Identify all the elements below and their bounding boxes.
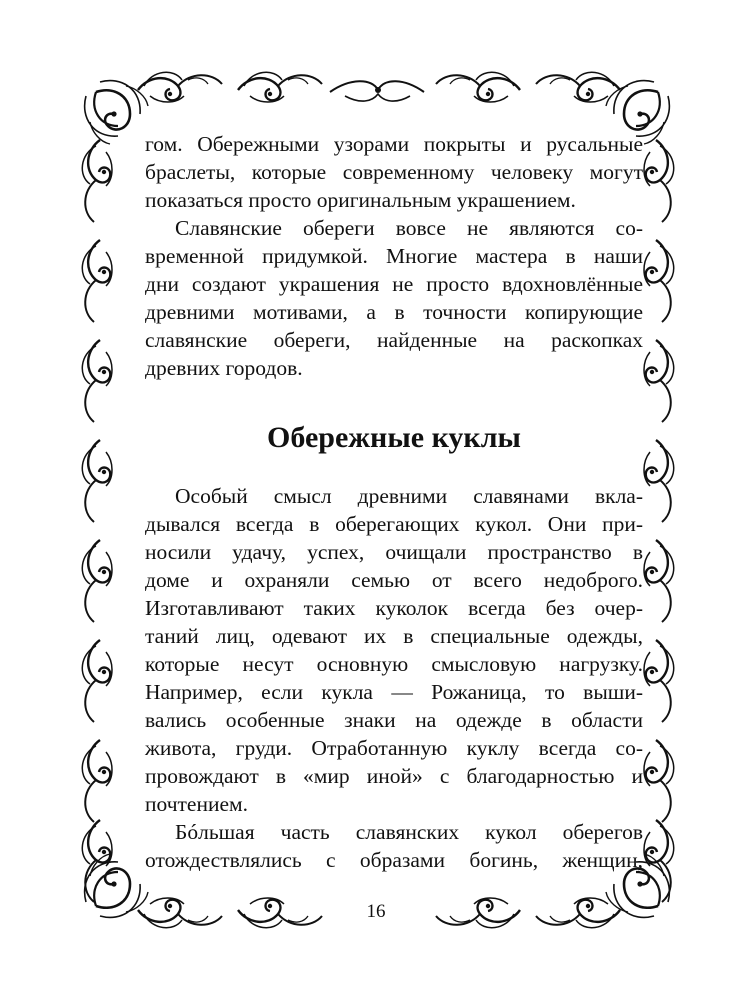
left-border-ornament: [82, 140, 112, 902]
text-line: Изготавливают таких куколок всегда без очер-: [145, 596, 643, 620]
text-line: почтением.: [145, 792, 248, 816]
text-line: Особый смысл древними славянами вкла-: [175, 484, 643, 508]
text-line: живота, груди. Отработанную куклу всегда со-: [145, 736, 643, 760]
text-line: вались особенные знаки на одежде в области: [145, 708, 643, 732]
text-line: древними мотивами, а в точности копирующие: [145, 300, 643, 324]
text-line: Например, если кукла — Рожаница, то выши-: [145, 680, 643, 704]
text-line: Бóльшая часть славянских кукол оберегов: [175, 820, 643, 844]
text-line: временной придумкой. Многие мастера в наши: [145, 244, 643, 268]
text-line: показаться просто оригинальным украшением.: [145, 188, 576, 212]
page-number: 16: [366, 901, 386, 922]
text-line: древних городов.: [145, 356, 303, 380]
text-line: дни создают украшения не просто вдохновлённые: [145, 272, 643, 296]
text-line: дывался всегда в оберегающих кукол. Они при-: [145, 512, 643, 536]
text-line: провождают в «мир иной» с благодарностью и: [145, 764, 643, 788]
text-line: Славянские обереги вовсе не являются со-: [175, 216, 643, 240]
text-line: браслеты, которые современному человеку могут: [145, 160, 643, 184]
text-line: гом. Обережными узорами покрыты и русальные: [145, 132, 643, 156]
right-border-ornament: [644, 140, 674, 902]
text-line: славянские обереги, найденные на раскопках: [145, 328, 643, 352]
section-heading: Обережные куклы: [267, 421, 521, 454]
top-border-ornament: [138, 72, 620, 102]
text-line: которые несут основную смысловую нагрузку.: [145, 652, 643, 676]
text-line: носили удачу, успех, очищали пространство в: [145, 540, 643, 564]
text-line: таний лиц, одевают их в специальные одежды,: [145, 624, 643, 648]
text-line: отождествлялись с образами богинь, женщин,: [145, 848, 643, 872]
text-line: доме и охраняли семью от всего недоброго.: [145, 568, 643, 592]
